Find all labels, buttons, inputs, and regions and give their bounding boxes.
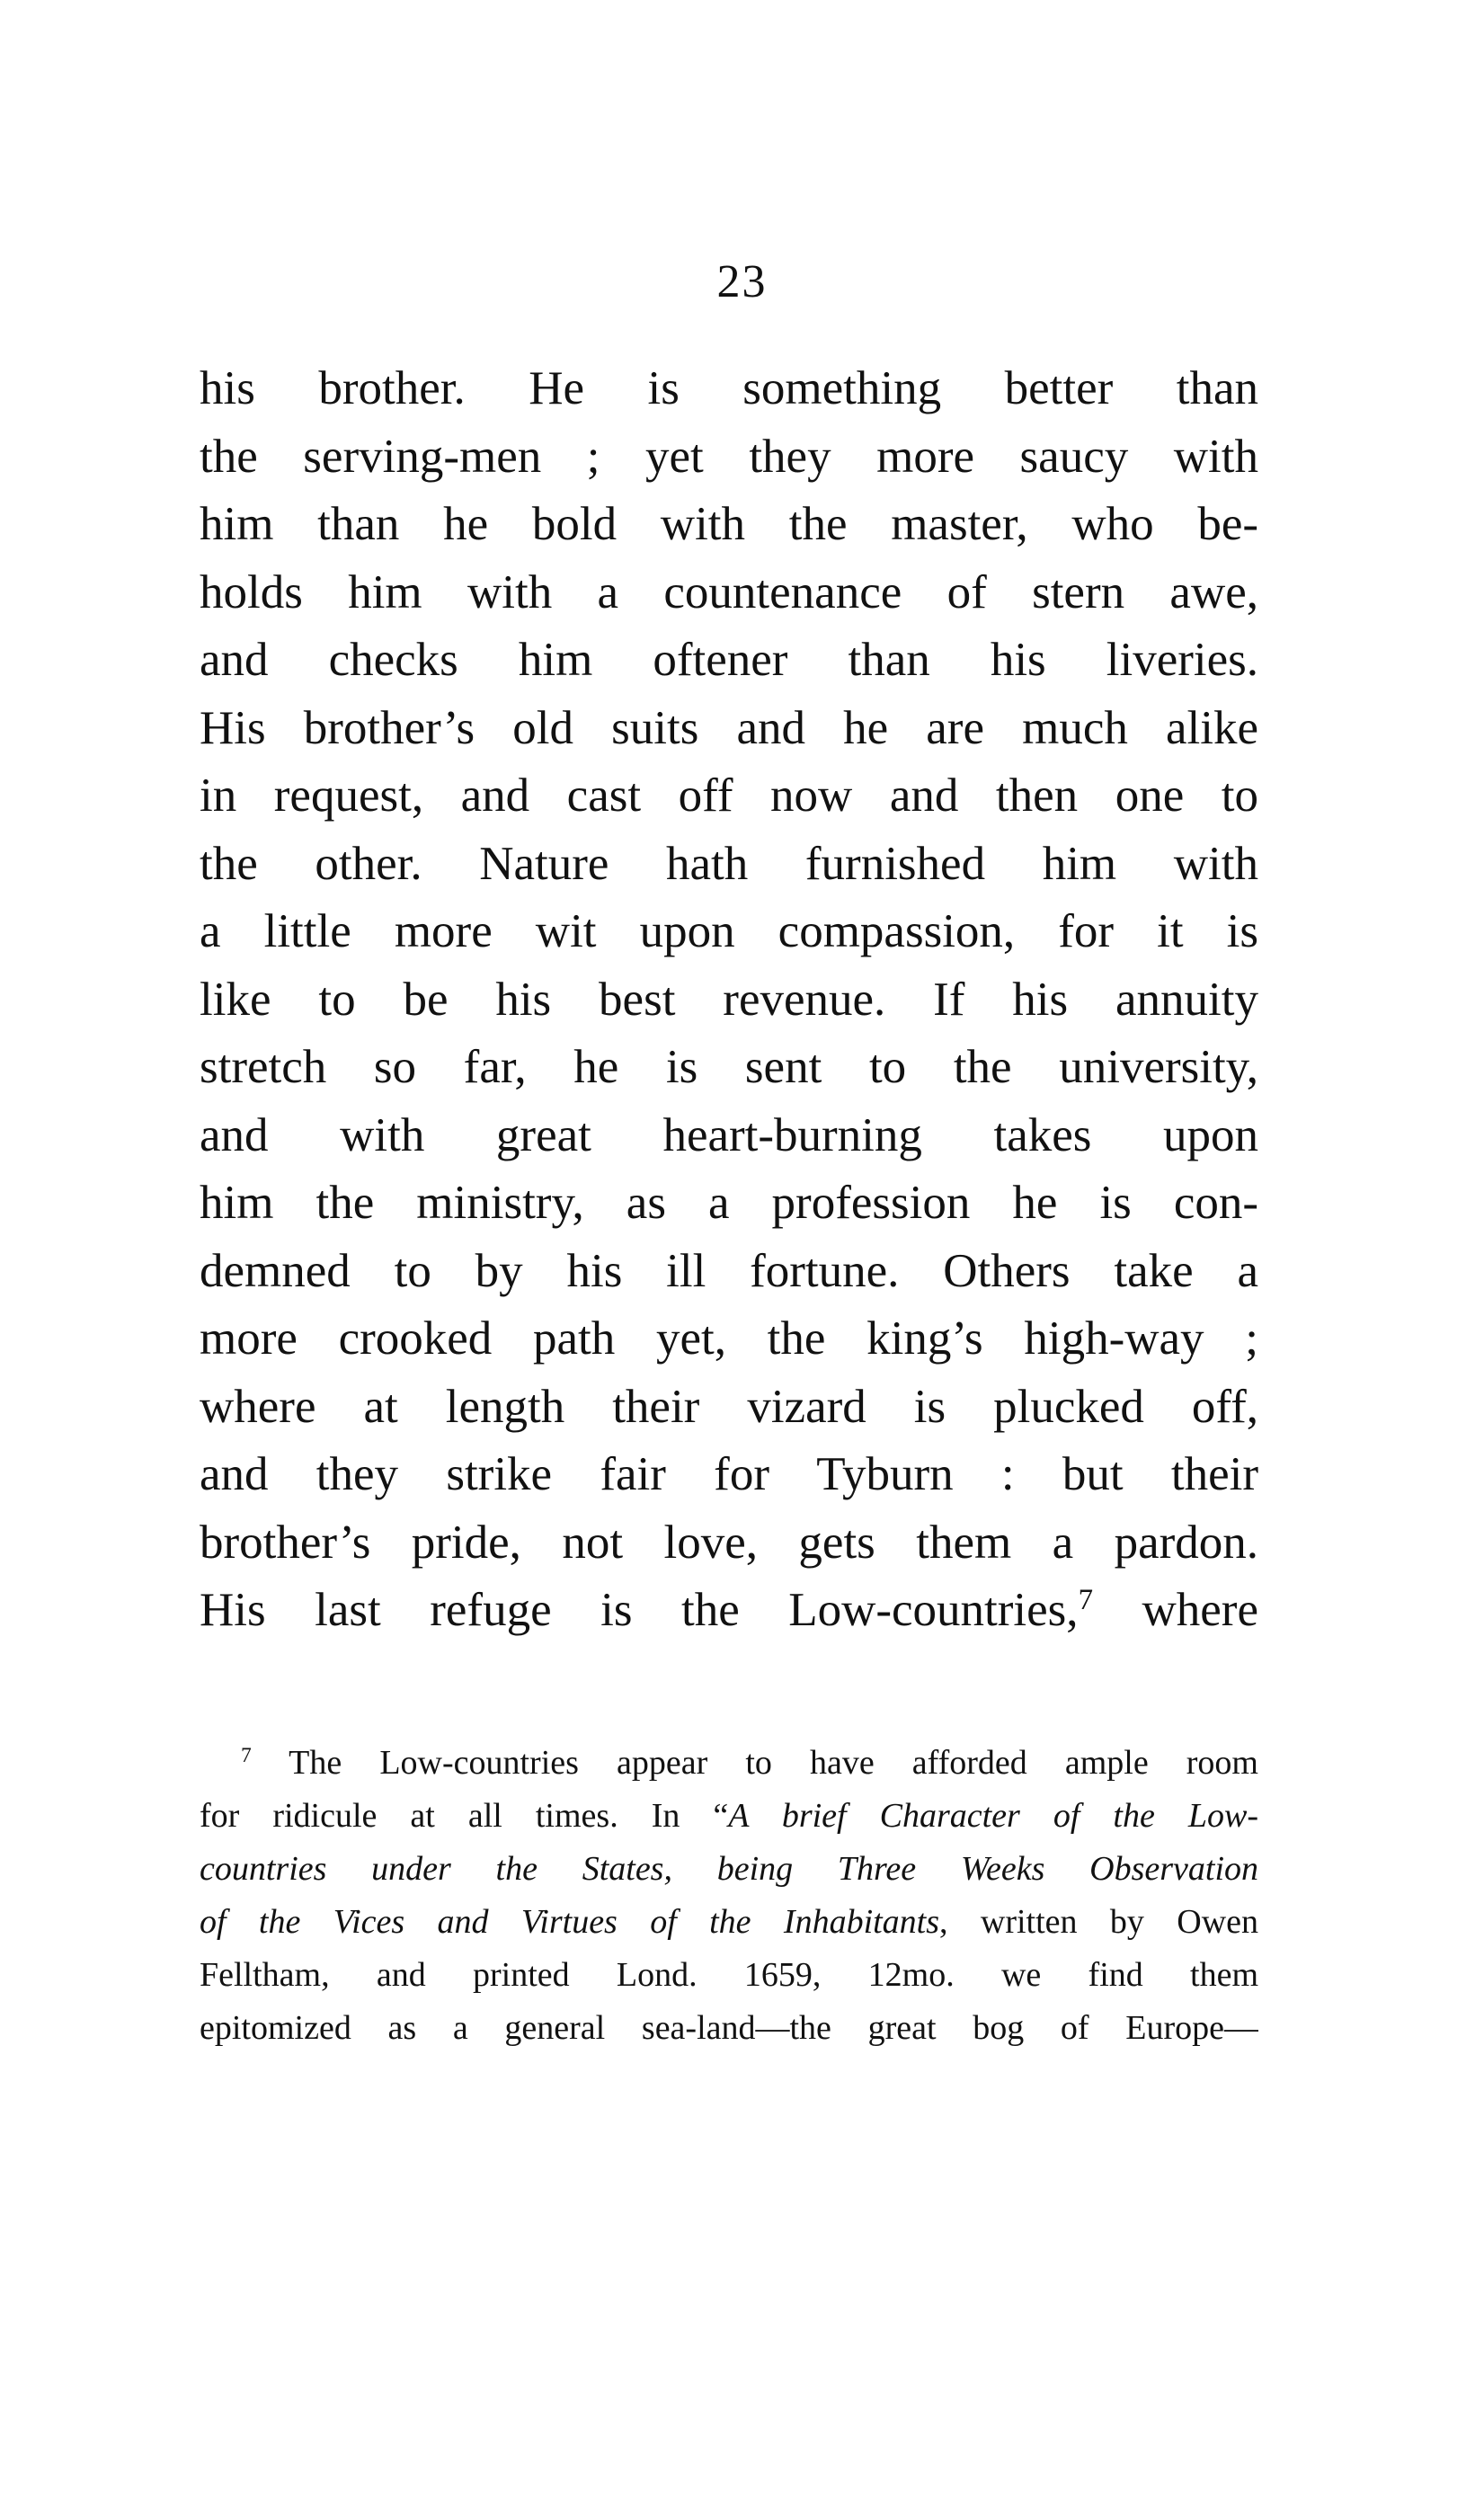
body-line-text: His last refuge is the Low-countries, [200, 1584, 1079, 1636]
body-line: a little more wit upon compassion, for it is [200, 905, 1258, 957]
body-line: stretch so far, he is sent to the university, [200, 1041, 1258, 1093]
body-line: in request, and cast off now and then one to [200, 769, 1258, 822]
page-number: 23 [716, 256, 768, 307]
body-line: where at length their vizard is plucked off, [200, 1380, 1258, 1433]
footnote-reference[interactable]: 7 [1078, 1583, 1093, 1616]
footnote-marker: 7 [241, 1744, 252, 1768]
body-line: and they strike fair for Tyburn : but their [200, 1448, 1258, 1500]
body-line: holds him with a countenance of stern awe, [200, 565, 1258, 618]
body-line-last [200, 1577, 1258, 1645]
body-text [200, 355, 1258, 1645]
body-line: like to be his best revenue. If his annuity [200, 973, 1258, 1026]
body-line: and checks him oftener than his liveries. [200, 634, 1258, 686]
body-line: him the ministry, as a profession he is con- [200, 1177, 1258, 1229]
body-line: and with great heart-burning takes upon [200, 1108, 1258, 1161]
footnote-line: epitomized as a general sea-land—the great bog of Europe— [200, 2009, 1258, 2047]
footnote-italic-title: countries under the States, being Three Weeks Observation [200, 1850, 1258, 1888]
body-line: him than he bold with the master, who be- [200, 498, 1258, 550]
body-line: His brother’s old suits and he are much alike [200, 701, 1258, 754]
footnote-line: Fellth​am, and printed Lond. 1659, 12mo. we find them [200, 1956, 1258, 1994]
body-line: brother’s pride, not love, gets them a pardon. [200, 1516, 1258, 1569]
body-line: more crooked path yet, the king’s high-way ; [200, 1312, 1258, 1365]
footnote-italic-title: of the Vices and Virtues of the Inhabitants [200, 1903, 940, 1941]
body-line-text-end: where [1093, 1584, 1258, 1636]
footnote-line [200, 1790, 1258, 1843]
body-line: his brother. He is something better than [200, 362, 1258, 414]
body-line: the serving-men ; yet they more saucy with [200, 430, 1258, 483]
body-line: demned to by his ill fortune. Others take a [200, 1244, 1258, 1297]
footnote-italic-title: A brief Character of the Low- [728, 1797, 1258, 1835]
body-line: the other. Nature hath furnished him with [200, 837, 1258, 890]
footnote-text: for ridicule at all times. In “ [200, 1797, 729, 1835]
footnote-line [200, 1896, 1258, 1949]
footnote-text: The Low-countries appear to have afforded ample room [251, 1744, 1258, 1782]
footnote-line [200, 1843, 1258, 1896]
footnote-line [200, 1737, 1258, 1790]
footnote-text: , written by Owen [939, 1903, 1258, 1941]
footnote [200, 1737, 1258, 2055]
